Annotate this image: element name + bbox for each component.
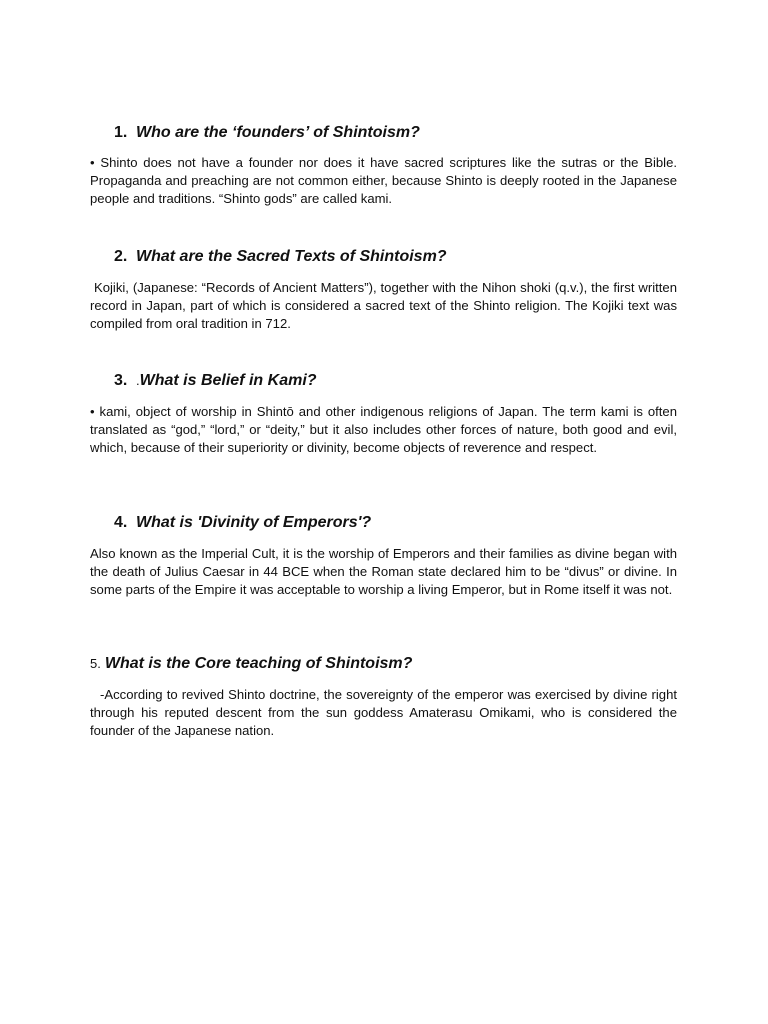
question-section-5	[90, 654, 677, 740]
question-heading-1	[90, 123, 677, 143]
question-section-4	[90, 513, 677, 599]
question-section-1	[90, 123, 677, 208]
question-section-3	[90, 371, 677, 457]
question-heading-2	[90, 247, 677, 267]
question-number-1: 1.	[114, 124, 128, 141]
question-title-1: Who are the ‘founders’ of Shintoism?	[136, 124, 420, 141]
question-number-2: 2.	[114, 248, 128, 265]
question-title-4: What is 'Divinity of Emperors'?	[136, 514, 372, 531]
question-heading-5	[90, 654, 677, 674]
answer-paragraph-5: -According to revived Shinto doctrine, the sovereignty of the emperor was exercised by divine right through his reputed descent from the sun goddess Amaterasu Omikami, who is considered the founder of the Japanese nation.	[90, 687, 677, 738]
question-number-3: 3.	[114, 372, 128, 389]
question-heading-4	[90, 513, 677, 533]
answer-paragraph-1: • Shinto does not have a founder nor does it have sacred scriptures like the sutras or the Bible. Propaganda and preaching are not common either, because Shinto is deeply rooted in the Japanese people and traditions. “Shinto gods” are called kami.	[90, 155, 677, 206]
question-heading-3	[90, 371, 677, 391]
question-title-3: What is Belief in Kami?	[139, 372, 317, 389]
question-title-5: What is the Core teaching of Shintoism?	[104, 655, 413, 672]
question-title-2: What are the Sacred Texts of Shintoism?	[136, 248, 447, 265]
answer-paragraph-3: • kami, object of worship in Shintō and other indigenous religions of Japan. The term kami is often translated as “god,” “lord,” or “deity,” but it also includes other forces of nature, both good and evil, which, because of their superiority or divinity, become objects of reverence and respect.	[90, 404, 677, 455]
question-prefix-3: .	[136, 373, 140, 388]
answer-paragraph-4: Also known as the Imperial Cult, it is the worship of Emperors and their families as divine began with the death of Julius Caesar in 44 BCE when the Roman state declared him to be “divus” or divine. In some parts of the Empire it was acceptable to worship a living Emperor, but in Rome itself it was not.	[90, 546, 677, 597]
question-number-4: 4.	[114, 514, 128, 531]
answer-paragraph-2: Kojiki, (Japanese: “Records of Ancient Matters”), together with the Nihon shoki (q.v.), the first written record in Japan, part of which is considered a sacred text of the Shinto religion. The Kojiki text was compiled from oral tradition in 712.	[90, 280, 677, 331]
question-section-2	[90, 247, 677, 333]
question-number-5: 5.	[90, 656, 101, 671]
